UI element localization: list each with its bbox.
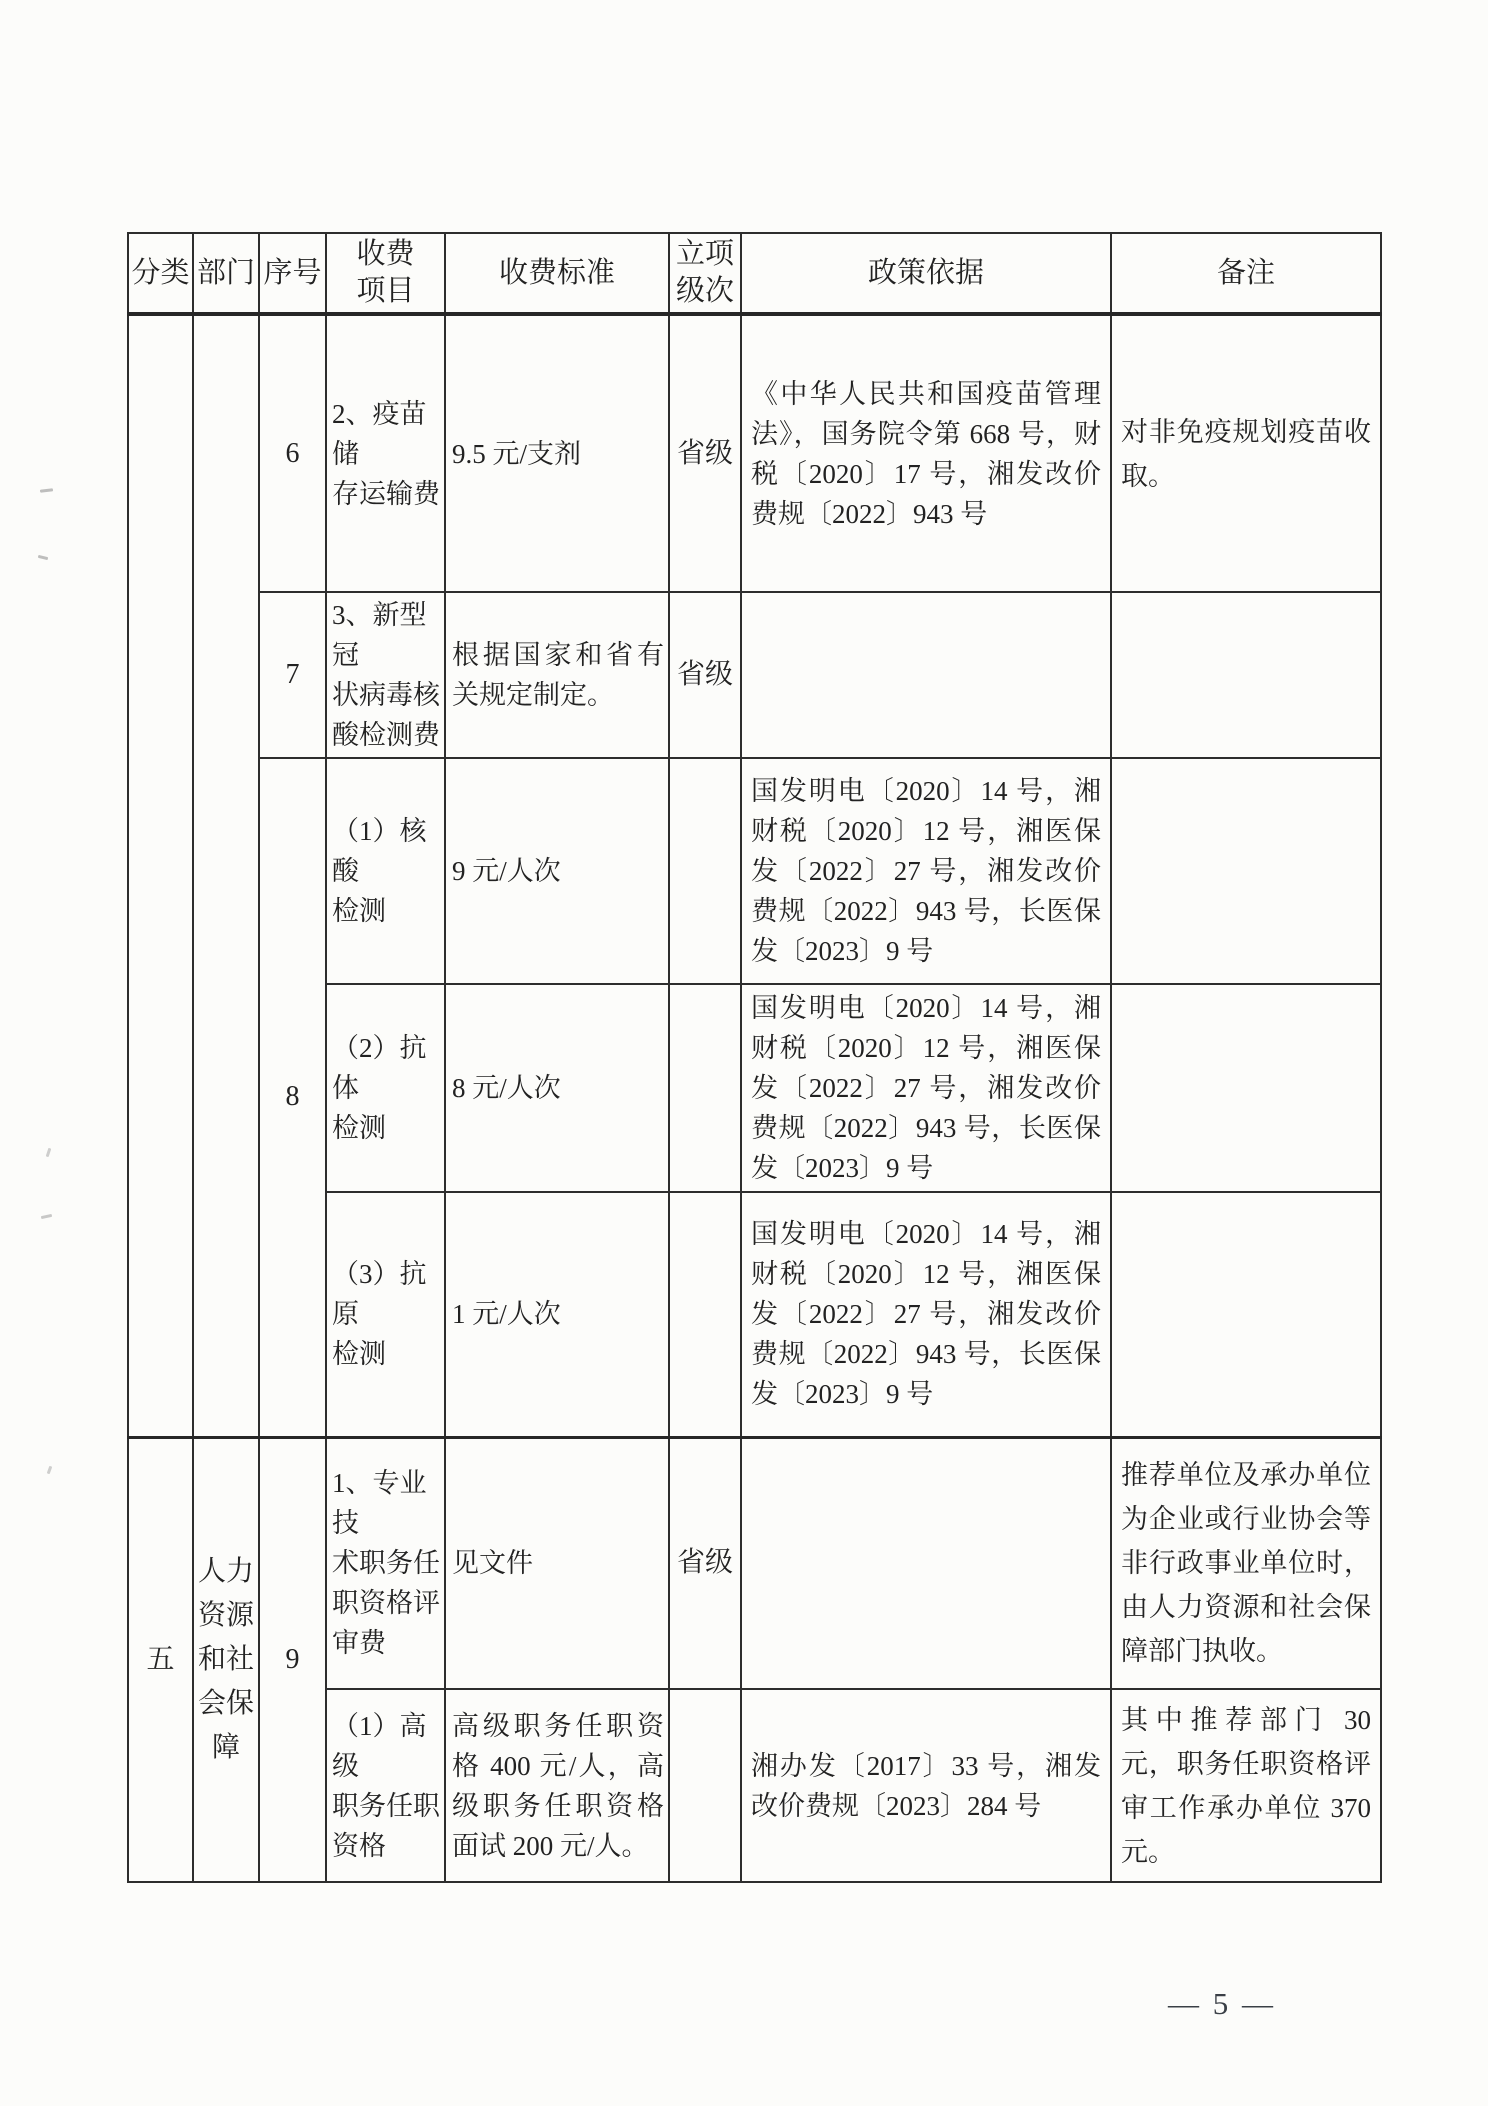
cell-fee-standard: 高级职务任职资格 400 元/人，高级职务任职资格面试 200 元/人。 (445, 1689, 669, 1882)
cell-fee-standard: 见文件 (445, 1437, 669, 1689)
cell-policy-basis: 国发明电〔2020〕14 号，湘财税〔2020〕12 号，湘医保发〔2022〕27 号，湘发改价费规〔2022〕943 号，长医保发〔2023〕9 号 (741, 758, 1111, 984)
cell-remarks: 对非免疫规划疫苗收取。 (1111, 314, 1381, 592)
cell-fee-item: 2、疫苗储 存运输费 (326, 314, 445, 592)
cell-policy-basis: 《中华人民共和国疫苗管理法》，国务院令第 668 号，财税〔2020〕17 号，湘发改价费规〔2022〕943 号 (741, 314, 1111, 592)
cell-approval-level (669, 984, 741, 1192)
cell-department-blank (193, 314, 259, 1437)
header-approval-level: 立项级次 (669, 233, 741, 314)
cell-category-blank (128, 314, 193, 1437)
cell-fee-standard: 9.5 元/支剂 (445, 314, 669, 592)
cell-remarks (1111, 1192, 1381, 1437)
cell-serial: 7 (259, 592, 326, 758)
header-department: 部门 (193, 233, 259, 314)
cell-category: 五 (128, 1437, 193, 1882)
scan-artifact (38, 555, 48, 560)
cell-remarks: 其中推荐部门 30 元，职务任职资格评审工作承办单位 370 元。 (1111, 1689, 1381, 1882)
header-fee-item: 收费项目 (326, 233, 445, 314)
table-header-row (128, 233, 1381, 314)
cell-remarks (1111, 592, 1381, 758)
cell-approval-level (669, 1689, 741, 1882)
cell-fee-item: 1、专业技 术职务任 职资格评 审费 (326, 1437, 445, 1689)
header-serial: 序号 (259, 233, 326, 314)
cell-fee-item: （1）高级 职务任职 资格 (326, 1689, 445, 1882)
cell-fee-standard: 根据国家和省有关规定制定。 (445, 592, 669, 758)
cell-policy-basis (741, 1437, 1111, 1689)
cell-fee-standard: 8 元/人次 (445, 984, 669, 1192)
table-row-7 (128, 592, 1381, 758)
scan-artifact (41, 1214, 52, 1219)
page-number: — 5 — (1168, 1986, 1276, 2021)
fee-table (127, 232, 1382, 1883)
cell-serial: 8 (259, 758, 326, 1437)
cell-fee-item: 3、新型冠 状病毒核 酸检测费 (326, 592, 445, 758)
cell-fee-item: （3）抗原 检测 (326, 1192, 445, 1437)
table-row-6 (128, 314, 1381, 592)
scan-artifact (40, 488, 53, 492)
cell-fee-item: （2）抗体 检测 (326, 984, 445, 1192)
cell-approval-level (669, 758, 741, 984)
cell-policy-basis (741, 592, 1111, 758)
cell-serial: 6 (259, 314, 326, 592)
header-fee-standard: 收费标准 (445, 233, 669, 314)
cell-approval-level: 省级 (669, 592, 741, 758)
cell-fee-standard: 9 元/人次 (445, 758, 669, 984)
header-category: 分类 (128, 233, 193, 314)
cell-approval-level (669, 1192, 741, 1437)
cell-remarks (1111, 984, 1381, 1192)
table-row-9-1 (128, 1437, 1381, 1689)
cell-fee-item: （1）核酸 检测 (326, 758, 445, 984)
cell-fee-standard: 1 元/人次 (445, 1192, 669, 1437)
scan-artifact (46, 1148, 52, 1157)
cell-department: 人力资源和社会保障 (193, 1437, 259, 1882)
cell-policy-basis: 湘办发〔2017〕33 号，湘发改价费规〔2023〕284 号 (741, 1689, 1111, 1882)
header-policy-basis: 政策依据 (741, 233, 1111, 314)
cell-remarks (1111, 758, 1381, 984)
table-row-8-1 (128, 758, 1381, 984)
cell-remarks: 推荐单位及承办单位为企业或行业协会等非行政事业单位时，由人力资源和社会保障部门执收。 (1111, 1437, 1381, 1689)
cell-approval-level: 省级 (669, 314, 741, 592)
cell-approval-level: 省级 (669, 1437, 741, 1689)
scan-artifact (47, 1466, 53, 1475)
cell-policy-basis: 国发明电〔2020〕14 号，湘财税〔2020〕12 号，湘医保发〔2022〕27 号，湘发改价费规〔2022〕943 号，长医保发〔2023〕9 号 (741, 1192, 1111, 1437)
header-remarks: 备注 (1111, 233, 1381, 314)
cell-serial: 9 (259, 1437, 326, 1882)
cell-policy-basis: 国发明电〔2020〕14 号，湘财税〔2020〕12 号，湘医保发〔2022〕27 号，湘发改价费规〔2022〕943 号，长医保发〔2023〕9 号 (741, 984, 1111, 1192)
